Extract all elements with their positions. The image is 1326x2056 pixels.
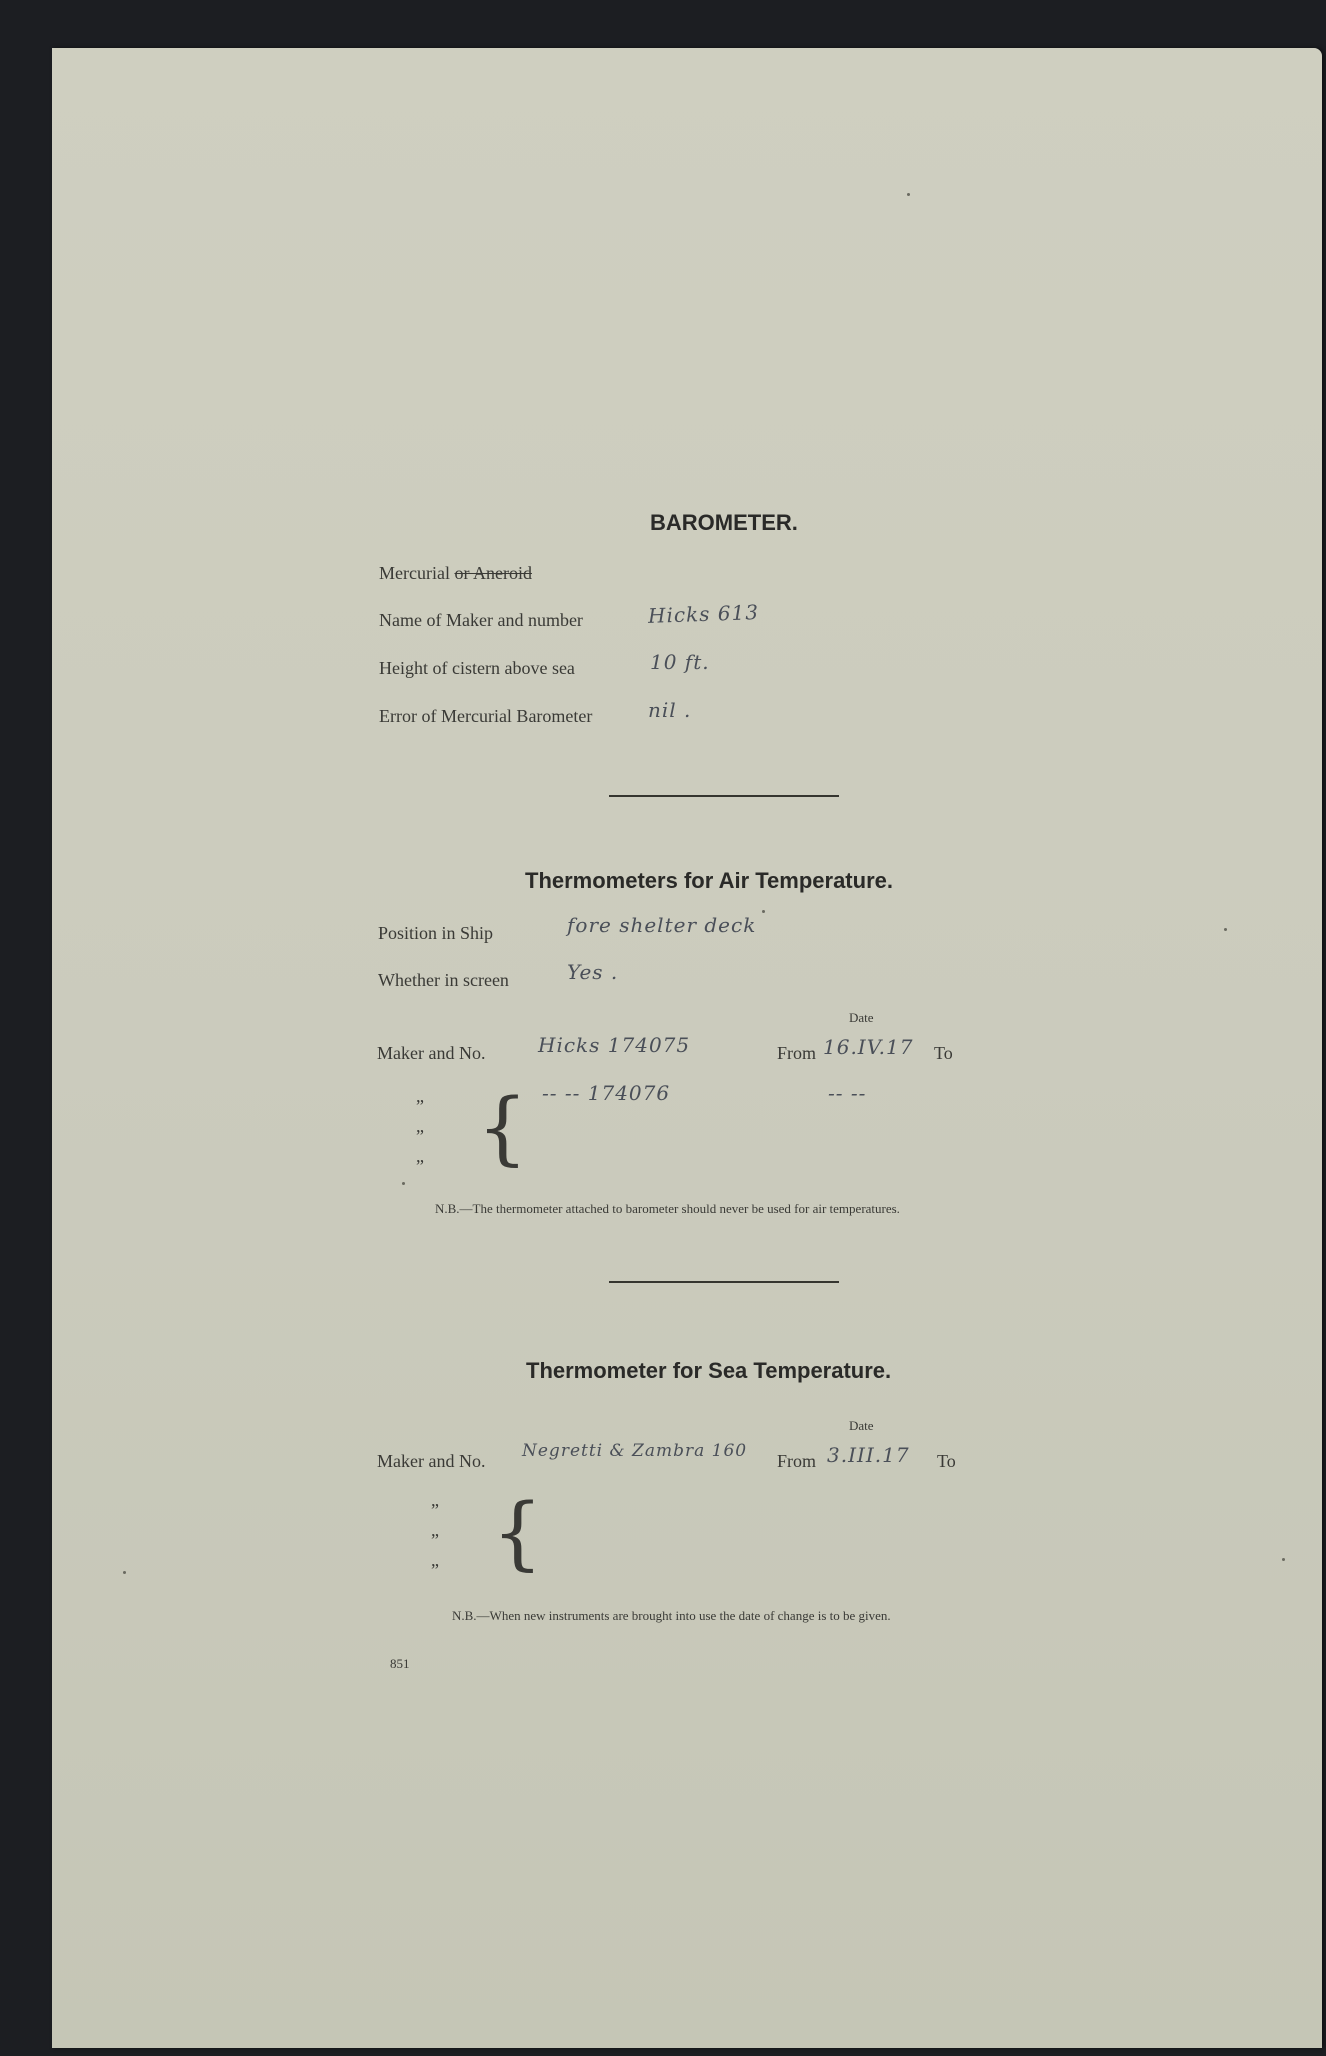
sea-note: N.B.—When new instruments are brought into use the date of change is to be given. [452, 1608, 891, 1623]
barometer-heading: BAROMETER. [650, 510, 798, 535]
paper-speck [1282, 1558, 1285, 1561]
mercurial-text: Mercurial [379, 563, 450, 583]
air-ditto-2: ” [416, 1126, 424, 1146]
height-handwritten: 10 ft. [650, 650, 710, 674]
sea-from-label: From [777, 1451, 817, 1471]
page-number: 851 [390, 1656, 410, 1671]
sea-maker-handwritten: Negretti & Zambra 160 [522, 1441, 748, 1461]
position-label: Position in Ship [378, 923, 494, 943]
air-from-label: From [777, 1043, 817, 1063]
paper-speck [762, 910, 765, 913]
air-to-label: To [934, 1043, 953, 1063]
air-from-handwritten-2: -- -- [828, 1081, 867, 1105]
sea-ditto-1: ” [431, 1500, 439, 1520]
sea-date-header: Date [849, 1418, 874, 1433]
air-ditto-1: ” [416, 1096, 424, 1116]
air-maker-handwritten-1: Hicks 174075 [538, 1033, 691, 1057]
sea-ditto-3: ” [431, 1560, 439, 1580]
sea-brace: { [492, 1486, 543, 1579]
air-brace: { [477, 1081, 528, 1174]
air-from-handwritten: 16.IV.17 [823, 1035, 914, 1059]
air-maker-handwritten-2: -- -- 174076 [542, 1081, 671, 1105]
air-ditto-3: ” [416, 1156, 424, 1176]
sea-ditto-2: ” [431, 1530, 439, 1550]
paper-speck [402, 1182, 405, 1185]
form-page [52, 48, 1322, 2048]
maker-handwritten: Hicks 613 [647, 600, 760, 628]
air-note: N.B.—The thermometer attached to barometer should never be used for air temperatures. [435, 1201, 900, 1216]
error-handwritten: nil . [648, 698, 692, 722]
height-label: Height of cistern above sea [379, 658, 575, 678]
screen-handwritten: Yes . [567, 960, 619, 984]
air-thermometers-heading: Thermometers for Air Temperature. [525, 868, 893, 893]
paper-speck [1224, 928, 1227, 931]
air-maker-label: Maker and No. [377, 1043, 486, 1063]
paper-speck [123, 1571, 126, 1574]
section-divider-1 [609, 795, 839, 797]
screen-label: Whether in screen [378, 970, 509, 990]
sea-to-label: To [937, 1451, 956, 1471]
barometer-type-label [379, 563, 532, 584]
position-handwritten: fore shelter deck [567, 913, 757, 937]
sea-thermometer-heading: Thermometer for Sea Temperature. [526, 1358, 892, 1383]
sea-from-handwritten: 3.III.17 [827, 1443, 910, 1467]
paper-speck [907, 193, 910, 196]
maker-label: Name of Maker and number [379, 610, 583, 630]
section-divider-2 [609, 1281, 839, 1283]
air-date-header: Date [849, 1010, 874, 1025]
aneroid-struck-text: or Aneroid [454, 563, 532, 583]
sea-maker-label: Maker and No. [377, 1451, 486, 1471]
error-label: Error of Mercurial Barometer [379, 706, 593, 726]
